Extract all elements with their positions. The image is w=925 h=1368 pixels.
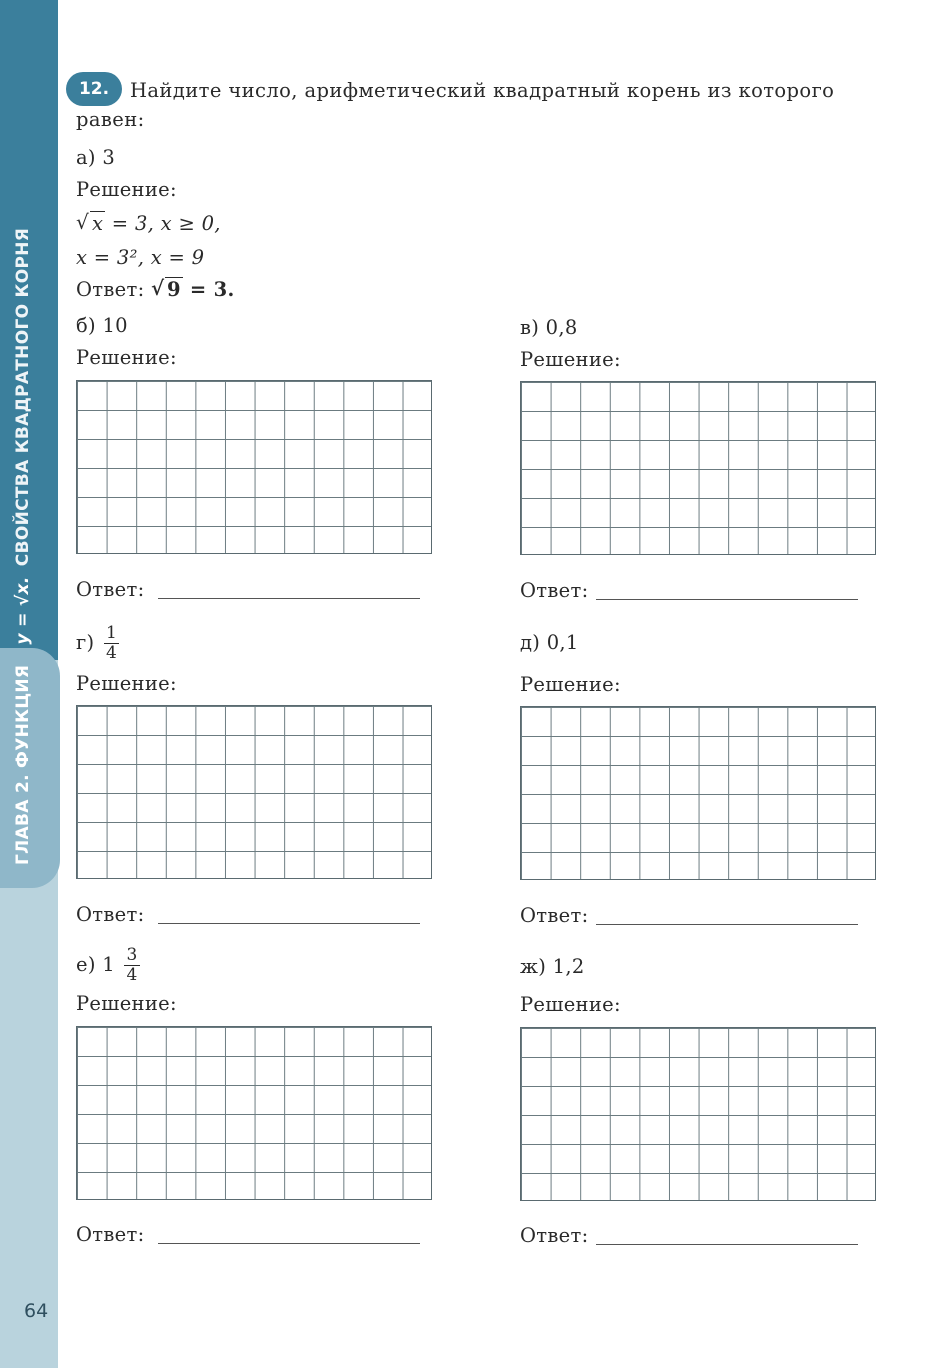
sqrt-symbol [151,278,183,301]
example-answer-prefix: Ответ: [76,278,151,301]
item-v-answer-label: Ответ: [520,579,589,602]
function-label: y = √x. [13,576,33,645]
page-number: 64 [24,1300,49,1322]
item-v-solution-label: Решение: [520,348,621,371]
item-d-grid[interactable] [520,706,876,880]
task-text-line1: Найдите число, арифметический квадратный корень из которого [130,79,835,102]
example-answer-rest: = 3. [182,278,235,301]
fraction-numerator: 1 [105,623,118,643]
item-e-prefix: е) 1 [76,953,115,976]
section-label: СВОЙСТВА КВАДРАТНОГО КОРНЯ [13,227,33,567]
example-solution-label: Решение: [76,178,177,201]
item-d-answer-line[interactable] [596,924,858,925]
chapter-sidebar [0,0,58,1368]
item-d-label: д) 0,1 [520,631,579,654]
item-g-fraction [104,624,119,663]
item-e-answer-label: Ответ: [76,1223,145,1246]
item-zh-answer-label: Ответ: [520,1224,589,1247]
task-text-line2: равен: [76,108,145,131]
item-v-answer-line[interactable] [596,599,858,600]
item-g-answer-line[interactable] [158,923,420,924]
fraction-numerator: 3 [126,945,138,965]
item-e-label [76,946,140,985]
item-zh-label: ж) 1,2 [520,955,585,978]
fraction-denominator: 4 [105,643,118,663]
item-d-answer-label: Ответ: [520,904,589,927]
item-zh-answer-line[interactable] [596,1244,858,1245]
item-g-grid[interactable] [76,705,432,879]
sqrt-symbol [76,212,105,235]
item-zh-solution-label: Решение: [520,993,621,1016]
item-g-solution-label: Решение: [76,672,177,695]
item-g-prefix: г) [76,631,95,654]
chapter-title [13,228,33,865]
item-e-fraction [124,946,139,985]
item-d-solution-label: Решение: [520,673,621,696]
radicand: x [92,212,104,235]
item-g-answer-label: Ответ: [76,903,145,926]
item-v-grid[interactable] [520,381,876,555]
example-label: а) 3 [76,146,116,169]
item-v-label: в) 0,8 [520,316,578,339]
item-b-answer-label: Ответ: [76,578,145,601]
item-b-grid[interactable] [76,380,432,554]
example-line1 [76,212,221,235]
task-number-badge: 12. [66,72,122,106]
chapter-label: ГЛАВА 2. ФУНКЦИЯ [13,664,33,865]
example-line1-rest: = 3, x ≥ 0, [105,212,221,235]
item-zh-grid[interactable] [520,1027,876,1201]
fraction-denominator: 4 [126,965,138,985]
item-g-label [76,624,119,663]
example-line2: x = 3², x = 9 [76,246,205,269]
item-b-answer-line[interactable] [158,598,420,599]
item-b-label: б) 10 [76,314,128,337]
radicand: 9 [166,278,181,301]
item-b-solution-label: Решение: [76,346,177,369]
item-e-solution-label: Решение: [76,992,177,1015]
item-e-grid[interactable] [76,1026,432,1200]
example-answer [76,278,235,301]
item-e-answer-line[interactable] [158,1243,420,1244]
